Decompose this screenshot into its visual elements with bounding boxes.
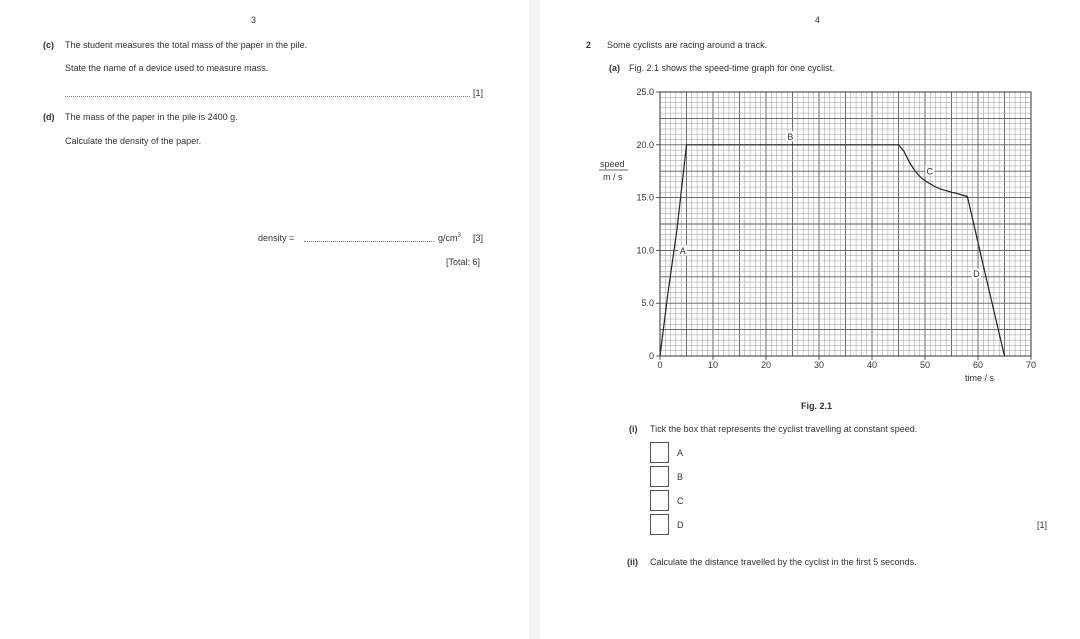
- question-number: 2: [586, 40, 592, 50]
- option-d-label: D: [677, 520, 684, 530]
- y-axis-label-top: speed: [600, 159, 625, 169]
- page-number: 3: [251, 15, 257, 25]
- option-a-label: A: [677, 448, 684, 458]
- part-c-text: The student measures the total mass of the paper in the pile.: [65, 40, 308, 50]
- density-label: density =: [258, 233, 295, 243]
- exam-page-3: [0, 0, 529, 639]
- y-tick-label: 20.0: [636, 139, 654, 150]
- part-d-label: (d): [43, 112, 55, 122]
- y-tick-label: 0: [648, 351, 654, 361]
- answer-line-c[interactable]: [65, 96, 470, 97]
- x-tick-label: 0: [657, 360, 663, 370]
- tick-box-d[interactable]: [650, 514, 669, 535]
- part-c-instruction: State the name of a device used to measure mass.: [65, 63, 269, 73]
- x-tick-label: 40: [866, 360, 878, 370]
- y-tick-label: 10.0: [636, 245, 654, 256]
- section-label-b: B: [787, 131, 794, 142]
- total-marks: [Total: 6]: [446, 257, 481, 267]
- option-b-label: B: [677, 472, 684, 482]
- speed-time-graph: [540, 0, 1080, 400]
- x-tick-label: 30: [813, 360, 825, 370]
- tick-box-b[interactable]: [650, 466, 669, 487]
- part-c-label: (c): [43, 40, 54, 50]
- sub-i-marks: [1]: [1037, 520, 1048, 530]
- y-tick-label: 5.0: [641, 298, 654, 309]
- part-c-marks: [1]: [473, 88, 484, 98]
- part-d-marks: [3]: [473, 233, 484, 243]
- part-a-label: (a): [609, 63, 620, 73]
- page-number: 4: [815, 15, 821, 25]
- part-d-text: The mass of the paper in the pile is 2400 g.: [65, 112, 238, 122]
- density-answer-line[interactable]: [304, 241, 434, 242]
- chart-ticks: [636, 87, 1036, 370]
- chart-grid: [660, 92, 1031, 356]
- sub-ii-label: (ii): [627, 557, 638, 567]
- option-c-label: C: [677, 496, 684, 506]
- section-label-a: A: [679, 245, 686, 256]
- x-axis-label: time / s: [965, 373, 995, 383]
- section-label-d: D: [973, 269, 980, 280]
- y-axis-label-bottom: m / s: [603, 172, 623, 182]
- x-tick-label: 20: [760, 360, 772, 370]
- exam-page-4: [540, 0, 1080, 639]
- part-d-instruction: Calculate the density of the paper.: [65, 136, 202, 146]
- tick-box-a[interactable]: [650, 442, 669, 463]
- sub-i-text: Tick the box that represents the cyclist travelling at constant speed.: [650, 424, 918, 434]
- x-tick-label: 10: [707, 360, 719, 370]
- section-label-c: C: [926, 166, 933, 177]
- sub-i-label: (i): [629, 424, 638, 434]
- y-tick-label: 15.0: [636, 192, 654, 203]
- x-tick-label: 60: [972, 360, 984, 370]
- tick-box-c[interactable]: [650, 490, 669, 511]
- y-tick-label: 25.0: [636, 87, 654, 97]
- x-tick-label: 70: [1025, 360, 1037, 370]
- density-unit: $g/cm^3$: [438, 233, 461, 243]
- part-a-text: Fig. 2.1 shows the speed-time graph for one cyclist.: [629, 63, 835, 73]
- figure-caption: Fig. 2.1: [801, 401, 833, 411]
- x-tick-label: 50: [919, 360, 931, 370]
- sub-ii-text: Calculate the distance travelled by the cyclist in the first 5 seconds.: [650, 557, 917, 567]
- question-text: Some cyclists are racing around a track.: [607, 40, 768, 50]
